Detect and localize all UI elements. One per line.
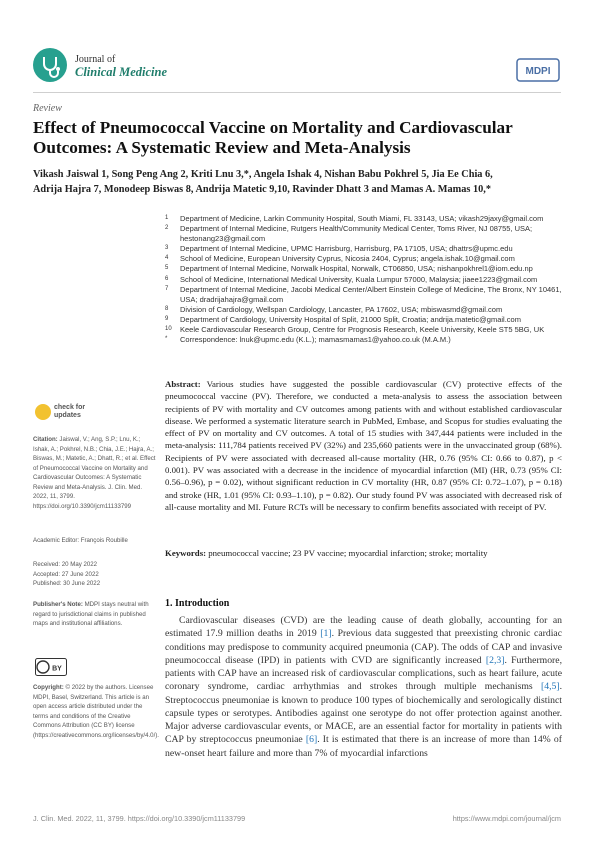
copyright-block	[33, 683, 158, 740]
article-title: Effect of Pneumococcal Vaccine on Mortality and Cardiovascular Outcomes: A Systematic Review and Meta-Analysis	[33, 118, 513, 157]
article-type: Review	[33, 103, 62, 114]
page-footer	[33, 814, 561, 823]
accepted-date: Accepted: 27 June 2022	[33, 570, 99, 578]
affiliation-item: 10 Keele Cardiovascular Research Group, Centre for Prognosis Research, Keele University, Keele ST5 5BG, UK	[165, 325, 545, 335]
intro-paragraph: Cardiovascular diseases (CVD) are the leading cause of death globally, accounting for an estimated 17.9 million deaths in 2019 [1]. Previous data suggested that preexisting chronic cardiac conditions may predispose to community acquired pneumonia (CAP). The odds of CAP and invasive pneumococcal disease (IPD) in patients with CVD are significantly increased [2,3]. Furthermore, patients with CAP have an increased risk of cardiovascular complications, such as heart failure, acute coronary syndrome, cardiac arrhythmias and strokes through multiple mechanisms [4,5]. Streptococcus pneumoniae is known to produce 100 types of biochemically and serologically distinct capsule types or serotypes. Antibodies against one serotype do not offer protection against another. Major adverse cardiovascular events, or MACE, are an essential factor for mortality in patients with CAP by streptococcus pneumoniae [6]. It is estimated that there is an increase of more than 14% of new-onset heart failure and more than 7% of myocardial infarctions	[165, 615, 562, 759]
check-for-updates-icon[interactable]	[35, 404, 51, 420]
dates-block	[33, 560, 158, 589]
author-list	[33, 167, 558, 197]
academic-editor: Academic Editor: François Roubille	[33, 537, 128, 544]
affiliations	[165, 214, 565, 345]
publisher-note	[33, 600, 158, 629]
citation-label: Citation:	[33, 436, 58, 443]
correspondence: * Correspondence: lnuk@upmc.edu (K.L.); mamasmamas1@yahoo.co.uk (M.A.M.)	[165, 335, 451, 345]
received-date: Received: 20 May 2022	[33, 561, 98, 568]
published-date: Published: 30 June 2022	[33, 580, 101, 587]
affiliation-item: 2 Department of Internal Medicine, Rutgers Health/Community Medical Center, Toms River, NJ 08755, USA; hestonang23@gmail.com	[165, 224, 533, 244]
citation-text: Jaiswal, V.; Ang, S.P.; Lnu, K.; Ishak, A.; Pokhrel, N.B.; Chia, J.E.; Hajra, A.; Biswas, M.; Matetic, A.; Dhatt, R.; et al. Effect of Pneumococcal Vaccine on Mortality and Cardiovascular Outcomes: A Systematic Review and Meta-Analysis. J. Clin. Med. 2022, 11, 3799. https://doi.org/10.3390/jcm11133799	[33, 436, 156, 510]
affiliation-item: 7 Department of Internal Medicine, Jacobi Medical Center/Albert Einstein College of Medicine, The Bronx, NY 10461, USA; dradrijahajra@gmail.com	[165, 284, 562, 304]
journal-name: Clinical Medicine	[75, 65, 168, 79]
journal-of-label: Journal of	[75, 54, 116, 65]
mdpi-logo	[516, 58, 560, 82]
affiliation-item: 4 School of Medicine, European University Cyprus, Nicosia 2404, Cyprus; angela.ishak.10@gmail.com	[165, 254, 515, 264]
abstract-text: Various studies have suggested the possible cardiovascular (CV) protective effects of the pneumococcal vaccine (PV). Therefore, we conducted a meta-analysis to assess the association between recipients of PV with mortality and CV outcomes among patients with and without established cardiovascular disease. We performed a systematic literature search in PubMed, Embase, and Scopus for studies evaluating the effect of PV on mortality and CV outcomes. A total of 15 studies with 347,444 patients were included in the meta-analysis: 111,784 patients received PV (32%) and 235,660 patients were in the unvaccinated group (68%). Recipients of PV were associated with decreased all-cause mortality (HR, 0.76 (95% CI: 0.66 to 0.87), p < 0.001). PV was associated with a decrease in the incidence of myocardial infarction (MI) (HR, 0.73 (95% CI: 0.56–0.96), p = 0.02), without significant reduction in CV mortality (HR, 0.87 (95% CI: 0.72–1.07), p = 0.18) and stroke (HR, 1.01 (95% CI: 0.93–1.10), p = 0.82). Our study found PV was associated with decreased risk of all-cause mortality and MI. Future RCTs will be necessary to confirm benefits associated with receipt of PV.	[165, 379, 563, 512]
copyright-label: Copyright:	[33, 684, 64, 691]
keywords	[165, 547, 562, 559]
reference-link[interactable]: [1]	[320, 628, 332, 640]
stethoscope-icon	[33, 48, 67, 82]
publisher-note-label: Publisher's Note:	[33, 601, 83, 608]
authors-line-2: Adrija Hajra 7, Monodeep Biswas 8, Andrija Matetic 9,10, Ravinder Dhatt 3 and Mamas A. Mamas 10,*	[33, 184, 492, 195]
journal-logo	[33, 48, 67, 82]
header-divider	[33, 92, 561, 93]
affiliation-item: 9 Department of Cardiology, University Hospital of Split, 21000 Split, Croatia; andrija.matetic@gmail.com	[165, 314, 521, 324]
affiliation-item: 8 Division of Cardiology, Wellspan Cardiology, Lancaster, PA 17602, USA; mbiswasmd@gmail.com	[165, 304, 503, 314]
section-heading-introduction: 1. Introduction	[165, 598, 230, 609]
svg-text:BY: BY	[52, 665, 62, 673]
cc-by-license-icon[interactable]	[35, 658, 67, 676]
copyright-text: © 2022 by the authors. Licensee MDPI, Basel, Switzerland. This article is an open access article distributed under the terms and conditions of the Creative Commons Attribution (CC BY) license (https://creativecommons.org/licenses/by/4.0/).	[33, 684, 159, 739]
reference-link[interactable]: [2,3]	[485, 654, 505, 666]
keywords-label: Keywords:	[165, 548, 207, 558]
introduction-body	[165, 614, 562, 760]
abstract	[165, 378, 562, 513]
keywords-text: pneumococcal vaccine; 23 PV vaccine; myocardial infarction; stroke; mortality	[208, 548, 488, 558]
reference-link[interactable]: [6]	[305, 734, 318, 746]
citation-block	[33, 435, 158, 511]
check-for-updates-button[interactable]: check for updates	[54, 404, 86, 419]
publisher-note-text: MDPI stays neutral with regard to jurisdictional claims in published maps and institutional affiliations.	[33, 601, 149, 627]
authors-line-1: Vikash Jaiswal 1, Song Peng Ang 2, Kriti Lnu 3,*, Angela Ishak 4, Nishan Babu Pokhrel 5, Jia Ee Chia 6,	[33, 169, 493, 180]
affiliation-item: 5 Department of Internal Medicine, Norwalk Hospital, Norwalk, CT06850, USA; nishanpokhrel1@iom.edu.np	[165, 264, 533, 274]
footer-journal-link[interactable]: https://www.mdpi.com/journal/jcm	[452, 814, 561, 823]
svg-text:MDPI: MDPI	[525, 66, 551, 77]
reference-link[interactable]: [4,5]	[541, 681, 560, 693]
affiliation-item: 1 Department of Medicine, Larkin Community Hospital, South Miami, FL 33143, USA; vikash29jaxy@gmail.com	[165, 214, 544, 223]
footer-citation[interactable]: J. Clin. Med. 2022, 11, 3799. https://doi.org/10.3390/jcm11133799	[33, 814, 246, 823]
affiliation-item: 6 School of Medicine, International Medical University, Kuala Lumpur 57000, Malaysia; jiaee1223@gmail.com	[165, 274, 538, 284]
abstract-label: Abstract:	[165, 379, 201, 389]
affiliation-item: 3 Department of Internal Medicine, UPMC Harrisburg, Harrisburg, PA 17105, USA; dhattrs@upmc.edu	[165, 244, 513, 254]
